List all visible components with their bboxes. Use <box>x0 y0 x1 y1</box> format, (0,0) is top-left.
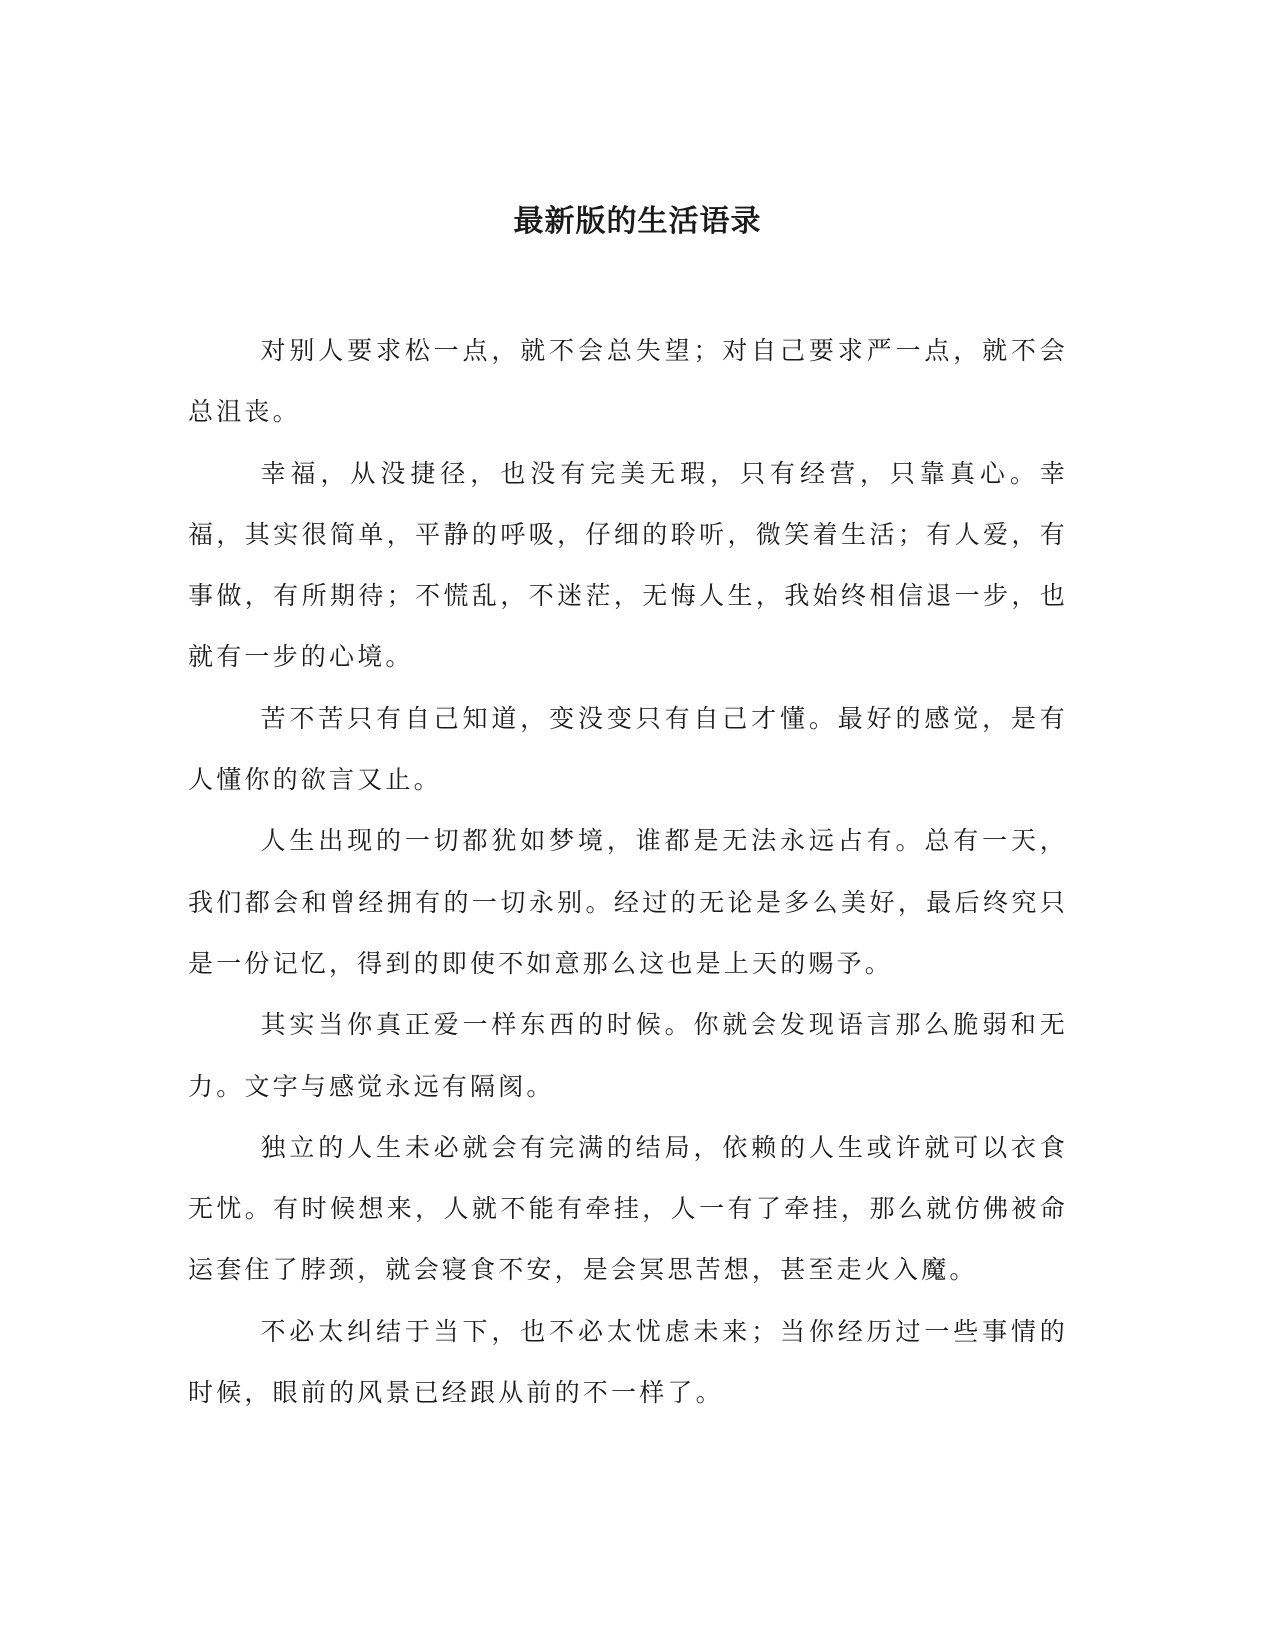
paragraph: 独立的人生未必就会有完满的结局，依赖的人生或许就可以衣食无忧。有时候想来，人就不能有牵挂，人一有了牵挂，那么就仿佛被命运套住了脖颈，就会寝食不安，是会冥思苦想，甚至走火入魔。 <box>188 1132 1068 1285</box>
paragraph: 不必太纠结于当下，也不必太忧虑未来；当你经历过一些事情的时候，眼前的风景已经跟从前的不一样了。 <box>188 1316 1068 1408</box>
paragraph: 对别人要求松一点，就不会总失望；对自己要求严一点，就不会总沮丧。 <box>188 336 1068 427</box>
paragraph: 幸福，从没捷径，也没有完美无瑕，只有经营，只靠真心。幸福，其实很简单，平静的呼吸，仔细的聆听，微笑着生活；有人爱，有事做，有所期待；不慌乱，不迷茫，无悔人生，我始终相信退一步，也就有一步的心境。 <box>188 458 1068 672</box>
paragraph: 苦不苦只有自己知道，变没变只有自己才懂。最好的感觉，是有人懂你的欲言又止。 <box>188 703 1068 795</box>
document-title: 最新版的生活语录 <box>513 204 762 239</box>
paragraph: 其实当你真正爱一样东西的时候。你就会发现语言那么脆弱和无力。文字与感觉永远有隔阂。 <box>188 1010 1068 1101</box>
document-body <box>188 320 1068 1423</box>
paragraph: 人生出现的一切都犹如梦境，谁都是无法永远占有。总有一天，我们都会和曾经拥有的一切永别。经过的无论是多么美好，最后终究只是一份记忆，得到的即使不如意那么这也是上天的赐予。 <box>188 826 1068 978</box>
